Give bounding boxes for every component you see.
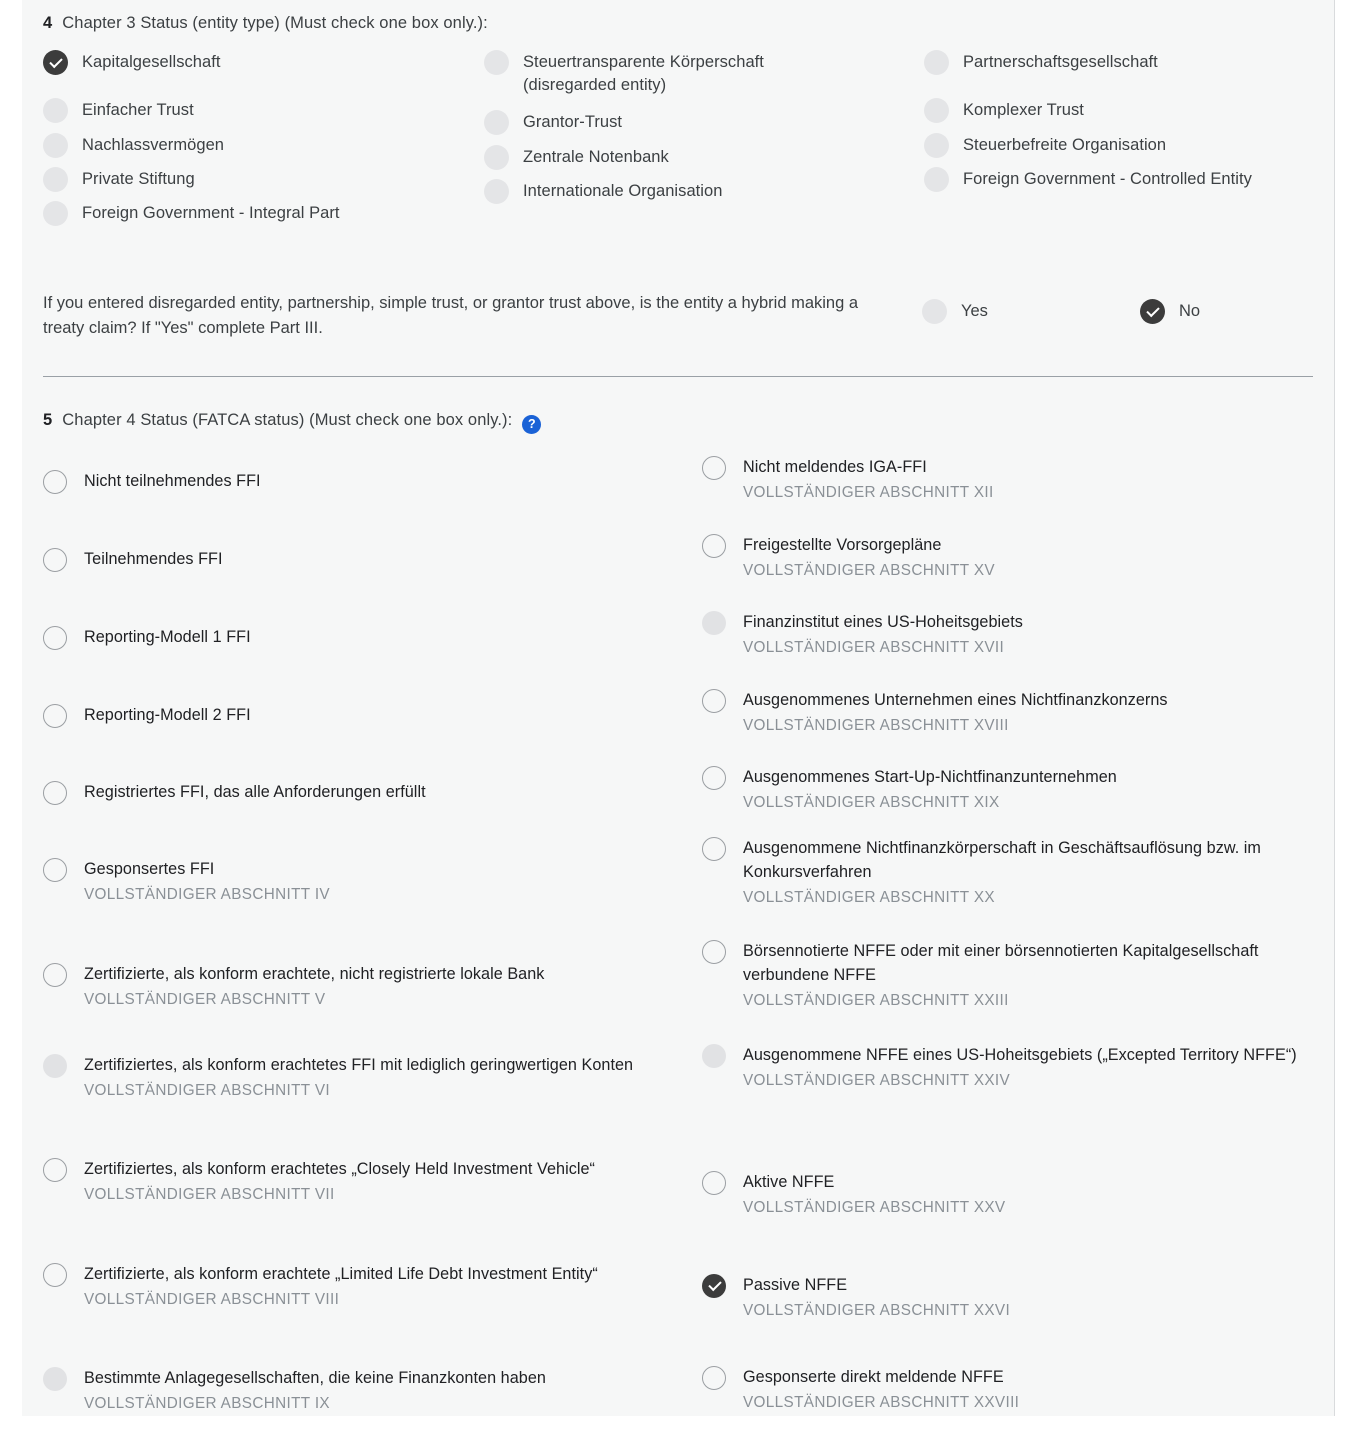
radio-unchecked-icon[interactable] [702,837,726,861]
chapter3-option-label: Internationale Organisation [523,182,723,200]
hybrid-question-text: If you entered disregarded entity, partnership, simple trust, or grantor trust above, is the entity a hybrid making a treaty claim? If "Yes" complete Part III. [43,294,859,337]
fatca-status-option[interactable] [43,703,683,728]
fatca-status-option[interactable] [43,1366,683,1416]
fatca-status-option[interactable] [702,610,1322,660]
section5-options-grid [22,455,1334,1455]
chapter3-option[interactable] [924,133,1166,158]
fatca-status-option[interactable] [702,836,1322,910]
checkbox-unchecked-icon[interactable] [924,133,949,158]
checkbox-unchecked-icon[interactable] [924,98,949,123]
fatca-status-option[interactable] [702,1273,1322,1323]
chapter3-option[interactable] [924,98,1084,123]
radio-disabled-icon[interactable] [702,611,726,635]
hybrid-yes-label: Yes [961,302,988,320]
fatca-status-option[interactable] [702,1043,1322,1093]
fatca-option-part-reference: VOLLSTÄNDIGER ABSCHNITT XXIV [743,1071,1011,1089]
fatca-option-label: Bestimmte Anlagegesellschaften, die keine Finanzkonten haben [84,1368,546,1387]
hybrid-no-label: No [1179,302,1201,320]
fatca-option-label: Zertifiziertes, als konform erachtetes „Closely Held Investment Vehicle“ [84,1159,595,1178]
fatca-option-label: Teilnehmendes FFI [84,549,223,568]
section4-title: Chapter 3 Status (entity type) (Must check one box only.): [62,14,488,32]
fatca-status-option[interactable] [43,547,683,572]
radio-unchecked-icon[interactable] [702,1366,726,1390]
chapter3-option[interactable] [43,167,195,192]
fatca-option-label: Reporting-Modell 2 FFI [84,705,251,724]
chapter3-option-label: Foreign Government - Integral Part [82,204,340,222]
radio-unchecked-icon[interactable] [43,1158,67,1182]
checkbox-unchecked-icon[interactable] [43,167,68,192]
radio-unchecked-icon[interactable] [43,470,67,494]
radio-unchecked-icon[interactable] [702,456,726,480]
fatca-status-option[interactable] [43,469,683,494]
fatca-option-text [84,469,261,493]
chapter3-option-label: Nachlassvermögen [82,136,225,154]
checkbox-checked-icon[interactable] [43,50,68,75]
fatca-option-label: Gesponsertes FFI [84,859,215,878]
chapter3-option-label: Steuerbefreite Organisation [963,136,1167,154]
fatca-option-text [84,1262,598,1312]
fatca-option-part-reference: VOLLSTÄNDIGER ABSCHNITT XVIII [743,716,1009,734]
fatca-option-text [84,780,426,804]
chapter3-option[interactable] [484,179,722,204]
chapter3-option-label: Partnerschaftsgesellschaft [963,53,1158,71]
section5-number: 5 [43,411,53,429]
section4-number: 4 [43,14,53,32]
chapter3-option[interactable] [43,201,340,226]
fatca-option-part-reference: VOLLSTÄNDIGER ABSCHNITT XVII [743,638,1005,656]
section5-header [22,411,1334,431]
fatca-status-option[interactable] [43,780,683,805]
fatca-option-text [743,610,1023,660]
fatca-option-label: Nicht teilnehmendes FFI [84,471,261,490]
fatca-option-part-reference: VOLLSTÄNDIGER ABSCHNITT IX [84,1394,330,1412]
fatca-option-part-reference: VOLLSTÄNDIGER ABSCHNITT XXV [743,1198,1006,1216]
radio-unchecked-icon[interactable] [702,766,726,790]
fatca-option-label: Finanzinstitut eines US-Hoheitsgebiets [743,612,1023,631]
fatca-option-label: Ausgenommene Nichtfinanzkörperschaft in Geschäftsauflösung bzw. im Konkursverfahren [743,838,1261,881]
chapter3-option-label: Grantor-Trust [523,113,623,131]
chapter3-option-label: Private Stiftung [82,170,195,188]
fatca-option-part-reference: VOLLSTÄNDIGER ABSCHNITT XX [743,888,995,906]
checkbox-unchecked-icon[interactable] [484,145,509,170]
fatca-option-text [84,1157,595,1207]
radio-unchecked-icon[interactable] [43,781,67,805]
fatca-status-option[interactable] [43,1157,683,1207]
fatca-option-label: Ausgenommenes Unternehmen eines Nichtfinanzkonzerns [743,690,1168,709]
help-icon[interactable]: ? [522,415,541,434]
fatca-option-label: Zertifiziertes, als konform erachtetes FFI mit lediglich geringwertigen Konten [84,1055,634,1074]
section5-title: Chapter 4 Status (FATCA status) (Must check one box only.): [62,411,513,429]
fatca-status-option[interactable] [702,1170,1322,1220]
fatca-status-option[interactable] [702,765,1322,815]
fatca-option-text [743,765,1117,815]
fatca-option-label: Ausgenommenes Start-Up-Nichtfinanzunternehmen [743,767,1117,786]
radio-checked-icon[interactable] [702,1274,726,1298]
fatca-option-text [84,857,330,907]
fatca-status-option[interactable] [43,625,683,650]
chapter3-option[interactable] [43,50,221,75]
fatca-option-text [743,688,1168,738]
fatca-option-part-reference: VOLLSTÄNDIGER ABSCHNITT XXVIII [743,1393,1020,1411]
checkbox-unchecked-icon[interactable] [924,167,949,192]
fatca-option-label: Börsennotierte NFFE oder mit einer börsennotierten Kapitalgesellschaft verbundene NFFE [743,941,1259,984]
radio-unchecked-icon[interactable] [43,858,67,882]
checkbox-unchecked-icon[interactable] [43,201,68,226]
section4-options-grid [22,50,1334,282]
radio-disabled-icon[interactable] [43,1054,67,1078]
fatca-option-text [84,962,544,1012]
checkbox-unchecked-icon[interactable] [484,110,509,135]
fatca-option-part-reference: VOLLSTÄNDIGER ABSCHNITT VI [84,1081,330,1099]
fatca-option-text [84,1053,633,1103]
hybrid-no-option[interactable] [1140,299,1200,324]
fatca-option-label: Zertifizierte, als konform erachtete, nicht registrierte lokale Bank [84,964,545,983]
chapter3-option-label: Foreign Government - Controlled Entity [963,170,1252,188]
hybrid-yes-option[interactable] [922,299,988,324]
checkbox-unchecked-icon[interactable] [924,50,949,75]
fatca-option-part-reference: VOLLSTÄNDIGER ABSCHNITT XXIII [743,991,1009,1009]
chapter3-option-label: Steuertransparente Körperschaft (disregarded entity) [523,53,764,94]
radio-unchecked-icon[interactable] [43,548,67,572]
chapter3-option-label: Komplexer Trust [963,101,1084,119]
chapter3-option[interactable] [43,98,194,123]
fatca-option-text [84,703,251,727]
chapter3-option[interactable] [484,50,853,97]
fatca-option-label: Registriertes FFI, das alle Anforderungen erfüllt [84,782,426,801]
fatca-option-part-reference: VOLLSTÄNDIGER ABSCHNITT XIX [743,793,1000,811]
radio-unchecked-icon[interactable] [43,1263,67,1287]
fatca-option-text [743,455,994,505]
fatca-option-label: Reporting-Modell 1 FFI [84,627,251,646]
fatca-status-option[interactable] [43,857,683,907]
checkbox-unchecked-icon[interactable] [43,133,68,158]
fatca-status-option[interactable] [702,533,1322,583]
fatca-status-option[interactable] [43,1262,683,1312]
radio-disabled-icon[interactable] [702,1044,726,1068]
fatca-option-text [743,939,1322,1013]
chapter3-option[interactable] [924,167,1252,192]
fatca-option-label: Passive NFFE [743,1275,848,1294]
fatca-option-text [84,1366,546,1416]
chapter3-option[interactable] [484,145,669,170]
chapter3-option-label: Kapitalgesellschaft [82,53,221,71]
chapter3-option[interactable] [924,50,1158,75]
section-chapter3-status [22,0,1334,377]
fatca-option-text [84,625,251,649]
fatca-option-label: Zertifizierte, als konform erachtete „Limited Life Debt Investment Entity“ [84,1264,598,1283]
section4-header [22,14,1334,33]
hybrid-no-radio-icon[interactable] [1140,299,1165,324]
fatca-status-option[interactable] [702,1365,1322,1415]
chapter3-option[interactable] [484,110,622,135]
fatca-option-label: Nicht meldendes IGA-FFI [743,457,927,476]
fatca-option-label: Ausgenommene NFFE eines US-Hoheitsgebiets („Excepted Territory NFFE“) [743,1045,1297,1064]
fatca-option-label: Aktive NFFE [743,1172,835,1191]
chapter3-option-label: Zentrale Notenbank [523,148,669,166]
radio-unchecked-icon[interactable] [43,626,67,650]
radio-unchecked-icon[interactable] [702,534,726,558]
radio-unchecked-icon[interactable] [702,940,726,964]
fatca-option-text [84,547,223,571]
fatca-option-text [743,1170,1005,1220]
chapter3-option-label: Einfacher Trust [82,101,194,119]
checkbox-unchecked-icon[interactable] [484,50,509,75]
fatca-option-label: Freigestellte Vorsorgepläne [743,535,942,554]
fatca-option-part-reference: VOLLSTÄNDIGER ABSCHNITT V [84,990,326,1008]
checkbox-unchecked-icon[interactable] [484,179,509,204]
fatca-option-label: Gesponserte direkt meldende NFFE [743,1367,1004,1386]
fatca-option-part-reference: VOLLSTÄNDIGER ABSCHNITT IV [84,885,330,903]
fatca-option-part-reference: VOLLSTÄNDIGER ABSCHNITT VIII [84,1290,340,1308]
chapter3-option[interactable] [43,133,224,158]
form-page [22,0,1335,1416]
fatca-status-option[interactable] [702,455,1322,505]
hybrid-entity-question-row [22,282,1334,352]
fatca-option-part-reference: VOLLSTÄNDIGER ABSCHNITT XV [743,561,995,579]
fatca-option-part-reference: VOLLSTÄNDIGER ABSCHNITT VII [84,1185,335,1203]
radio-unchecked-icon[interactable] [702,1171,726,1195]
hybrid-yes-radio-icon[interactable] [922,299,947,324]
fatca-option-part-reference: VOLLSTÄNDIGER ABSCHNITT XII [743,483,994,501]
radio-unchecked-icon[interactable] [43,704,67,728]
fatca-status-option[interactable] [43,1053,683,1103]
fatca-option-text [743,836,1322,910]
fatca-option-text [743,1365,1019,1415]
fatca-status-option[interactable] [43,962,683,1012]
fatca-status-option[interactable] [702,939,1322,1013]
section-chapter4-status [22,377,1334,1455]
checkbox-unchecked-icon[interactable] [43,98,68,123]
fatca-option-text [743,533,995,583]
fatca-status-option[interactable] [702,688,1322,738]
fatca-option-part-reference: VOLLSTÄNDIGER ABSCHNITT XXVI [743,1301,1011,1319]
fatca-option-text [743,1273,1010,1323]
radio-unchecked-icon[interactable] [43,963,67,987]
fatca-option-text [743,1043,1297,1093]
radio-unchecked-icon[interactable] [702,689,726,713]
radio-disabled-icon[interactable] [43,1367,67,1391]
